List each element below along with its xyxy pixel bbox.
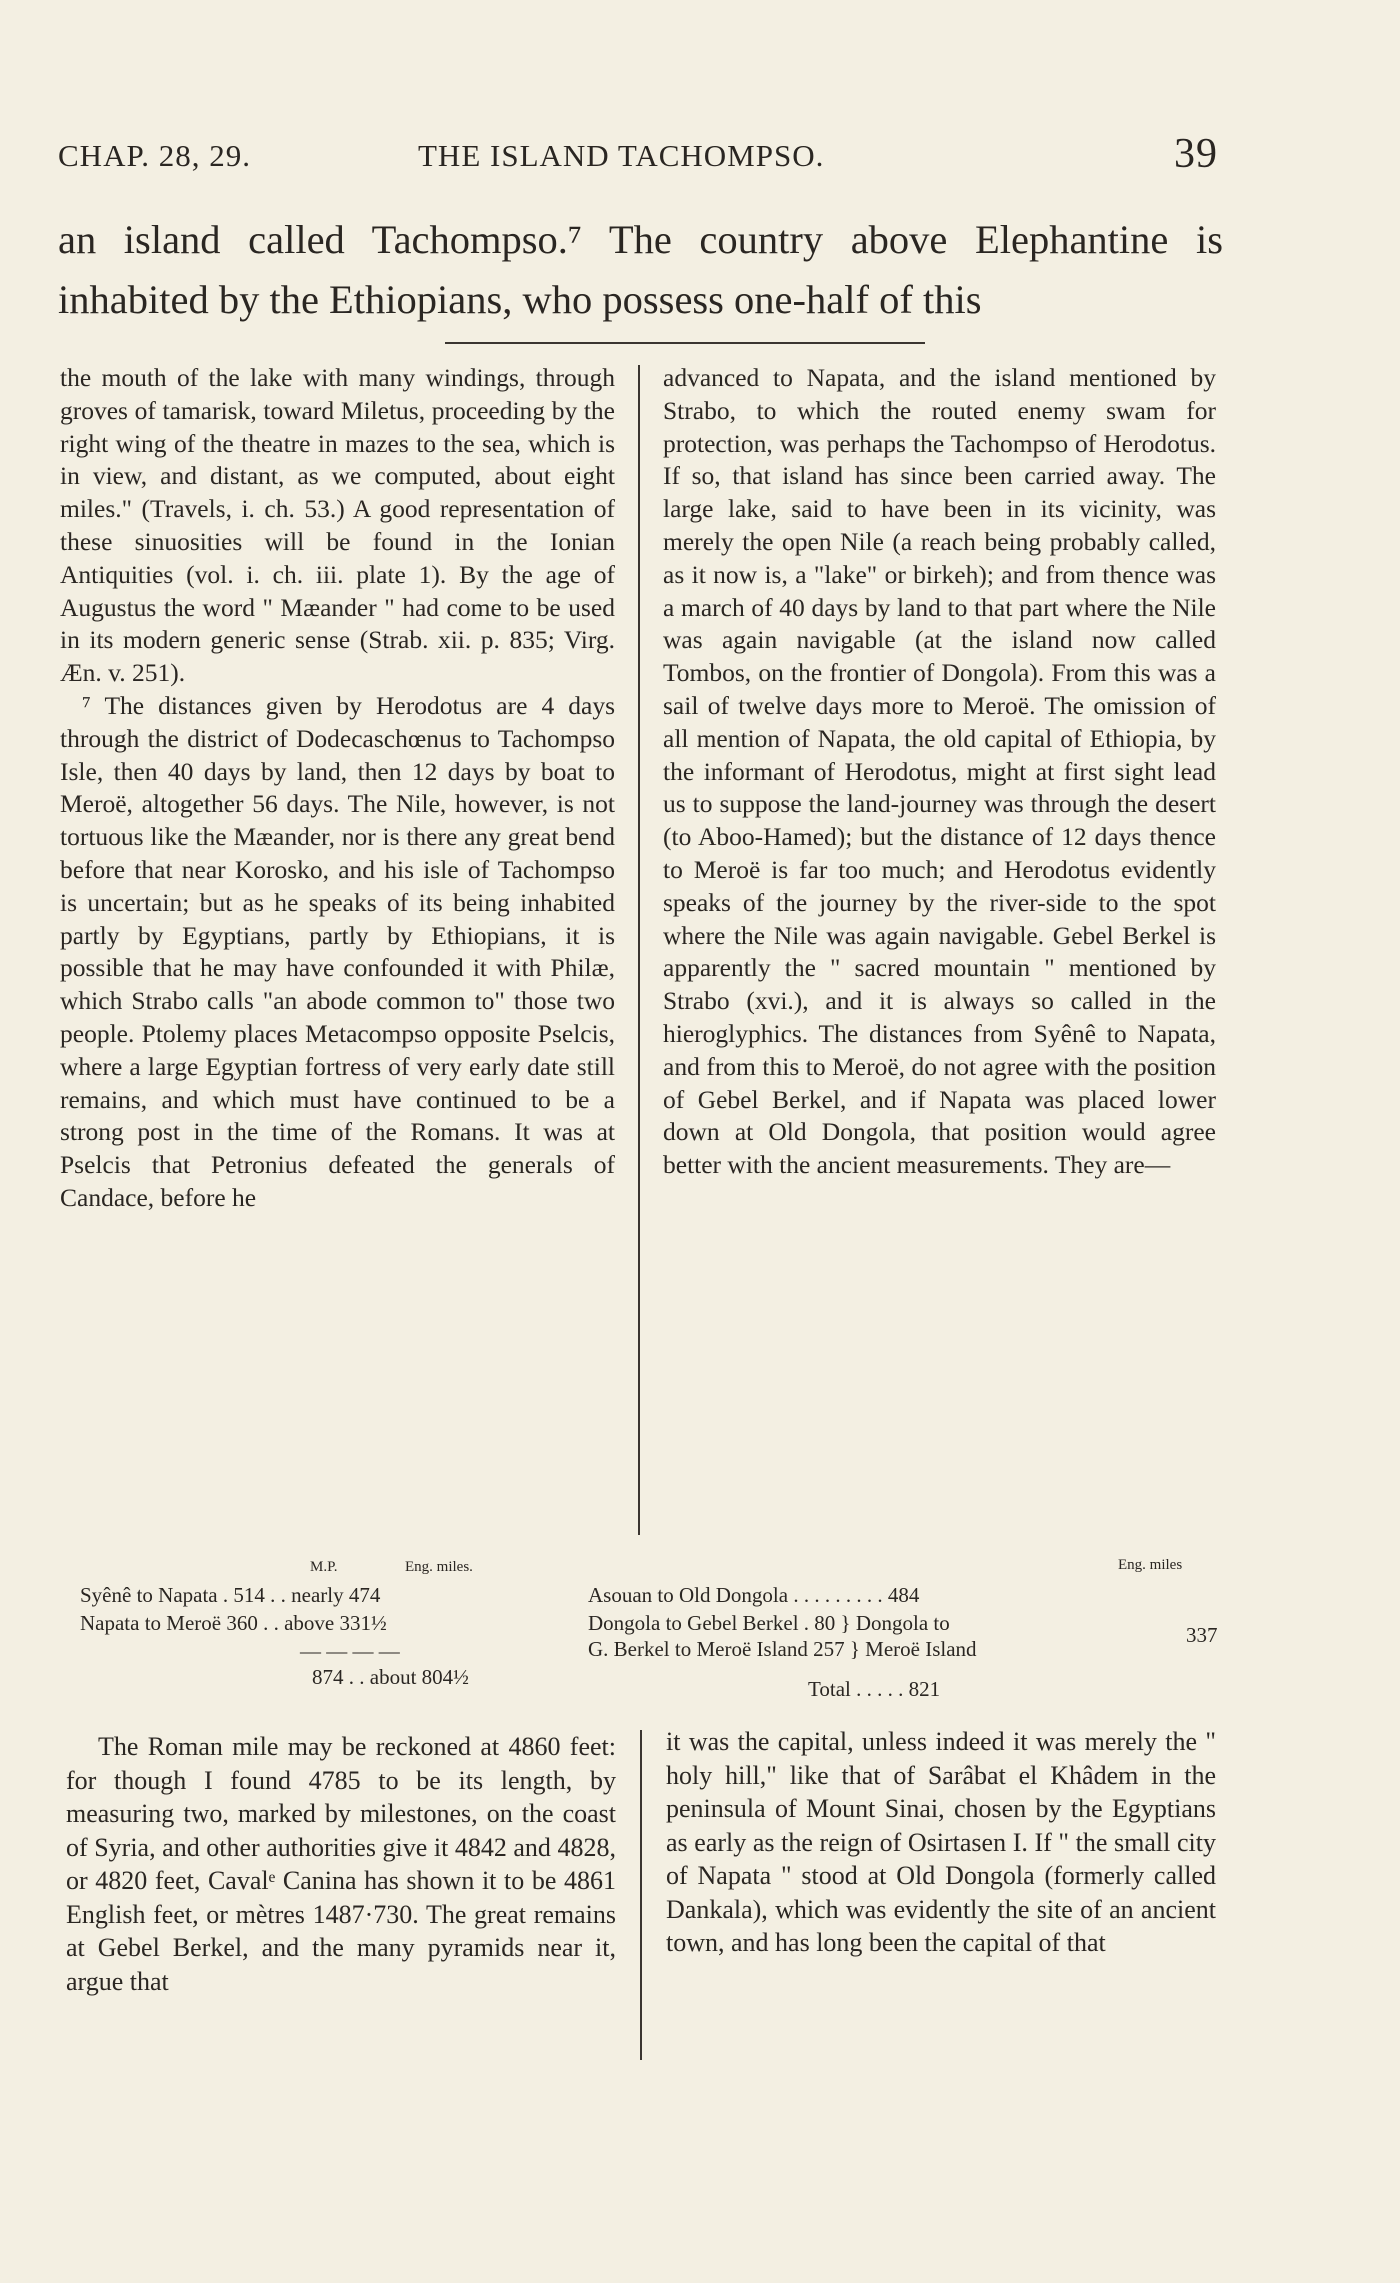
distance-tables bbox=[80, 1555, 1230, 1701]
table-header-eng-miles: Eng. miles. bbox=[405, 1559, 473, 1575]
footnote-paragraph: The Roman mile may be reckoned at 4860 feet: for though I found 4785 to be its length, by measuring two, marked by milestones, on the coast of Syria, and other authorities give it 4842 and 4828, or 4820 feet, Cavalᵉ Canina has shown it to be 4861 English feet, or mètres 1487·730. The great remains at Gebel Berkel, and the many pyramids near it, argue that bbox=[66, 1732, 616, 1996]
column-rule bbox=[638, 365, 640, 1535]
table-row: G. Berkel to Meroë Island 257 } Meroë Island bbox=[588, 1637, 977, 1661]
table-row: Asouan to Old Dongola . . . . . . . . . 484 bbox=[588, 1583, 920, 1607]
table-row: Napata to Meroë 360 . . above 331½ bbox=[80, 1611, 387, 1635]
table-rule: — — — — bbox=[300, 1639, 400, 1663]
chapter-reference: CHAP. 28, 29. bbox=[58, 138, 252, 173]
text-divider bbox=[445, 342, 925, 344]
table-header-eng-miles: Eng. miles bbox=[1118, 1557, 1183, 1573]
footnotes-right-top bbox=[663, 362, 1216, 1182]
footnotes-left-bottom bbox=[66, 1730, 616, 1998]
table-row: Dongola to Gebel Berkel . 80 } Dongola to bbox=[588, 1611, 950, 1635]
page-title: THE ISLAND TACHOMPSO. bbox=[418, 138, 825, 173]
page-number: 39 bbox=[1174, 131, 1218, 177]
footnote-paragraph: ⁷ The distances given by Herodotus are 4 days through the district of Dodecaschœnus to Tachompso Isle, then 40 days by land, then 12 days by boat to Meroë, altogether 56 days. The Nile, however, is not tortuous like the Mæander, nor is there any great bend before that near Korosko, and his isle of Tachompso is uncertain; but as he speaks of its being inhabited partly by Egyptians, partly by Ethiopians, it is possible that he may have confounded it with Philæ, which Strabo calls "an abode common to" those two people. Ptolemy places Metacompso opposite Pselcis, where a large Egyptian fortress of very early date still remains, and which must have continued to be a strong post in the time of the Romans. It was at Pselcis that Petronius defeated the generals of Candace, before he bbox=[60, 690, 615, 1212]
running-head bbox=[58, 130, 1218, 180]
brace-value: 337 bbox=[1186, 1623, 1218, 1647]
table-row: Syênê to Napata . 514 . . nearly 474 bbox=[80, 1583, 381, 1607]
footnote-paragraph: it was the capital, unless indeed it was merely the " holy hill," like that of Sarâbat el Khâdem in the peninsula of Mount Sinai, chosen by the Egyptians as early as the reign of Osirtasen I. If " the small city of Napata " stood at Old Dongola (formerly called Dankala), which was evidently the site of an ancient town, and has long been the capital of that bbox=[666, 1727, 1216, 1957]
table-header-mp: M.P. bbox=[310, 1559, 338, 1575]
footnote-paragraph: advanced to Napata, and the island mentioned by Strabo, to which the routed enemy swam for protection, was perhaps the Tachompso of Herodotus. If so, that island has since been carried away. The large lake, said to have been in its vicinity, was merely the open Nile (a reach being probably called, as it now is, a "lake" or birkeh); and from thence was a march of 40 days by land to that part where the Nile was again navigable (at the island now called Tombos, on the frontier of Dongola). From this was a sail of twelve days more to Meroë. The omission of all mention of Napata, the old capital of Ethiopia, by the informant of Herodotus, might at first sight lead us to suppose the land-journey was through the desert (to Aboo-Hamed); but the distance of 12 days thence to Meroë is far too much; and Herodotus evidently speaks of the journey by the river-side to the spot where the Nile was again navigable. Gebel Berkel is apparently the " sacred mountain " mentioned by Strabo (xvi.), and it is always so called in the hieroglyphics. The distances from Syênê to Napata, and from this to Meroë, do not agree with the position of Gebel Berkel, and if Napata was placed lower down at Old Dongola, that position would agree better with the ancient measurements. They are— bbox=[663, 363, 1216, 1180]
footnotes-right-bottom bbox=[666, 1725, 1216, 1960]
main-text: an island called Tachompso.⁷ The country above Elephantine is inhabited by the Ethiopians, who possess one-half of this bbox=[58, 217, 1223, 322]
table-total: Total . . . . . 821 bbox=[808, 1677, 941, 1701]
column-rule bbox=[640, 1730, 642, 2060]
footnotes-left-top bbox=[60, 362, 615, 1215]
footnote-paragraph: the mouth of the lake with many windings, through groves of tamarisk, toward Miletus, proceeding by the right wing of the theatre in mazes to the sea, which is in view, and distant, as we computed, about eight miles." (Travels, i. ch. 53.) A good representation of these sinuosities will be found in the Ionian Antiquities (vol. i. ch. iii. plate 1). By the age of Augustus the word " Mæander " had come to be used in its modern generic sense (Strab. xii. p. 835; Virg. Æn. v. 251). bbox=[60, 363, 615, 688]
table-total: 874 . . about 804½ bbox=[312, 1665, 469, 1689]
